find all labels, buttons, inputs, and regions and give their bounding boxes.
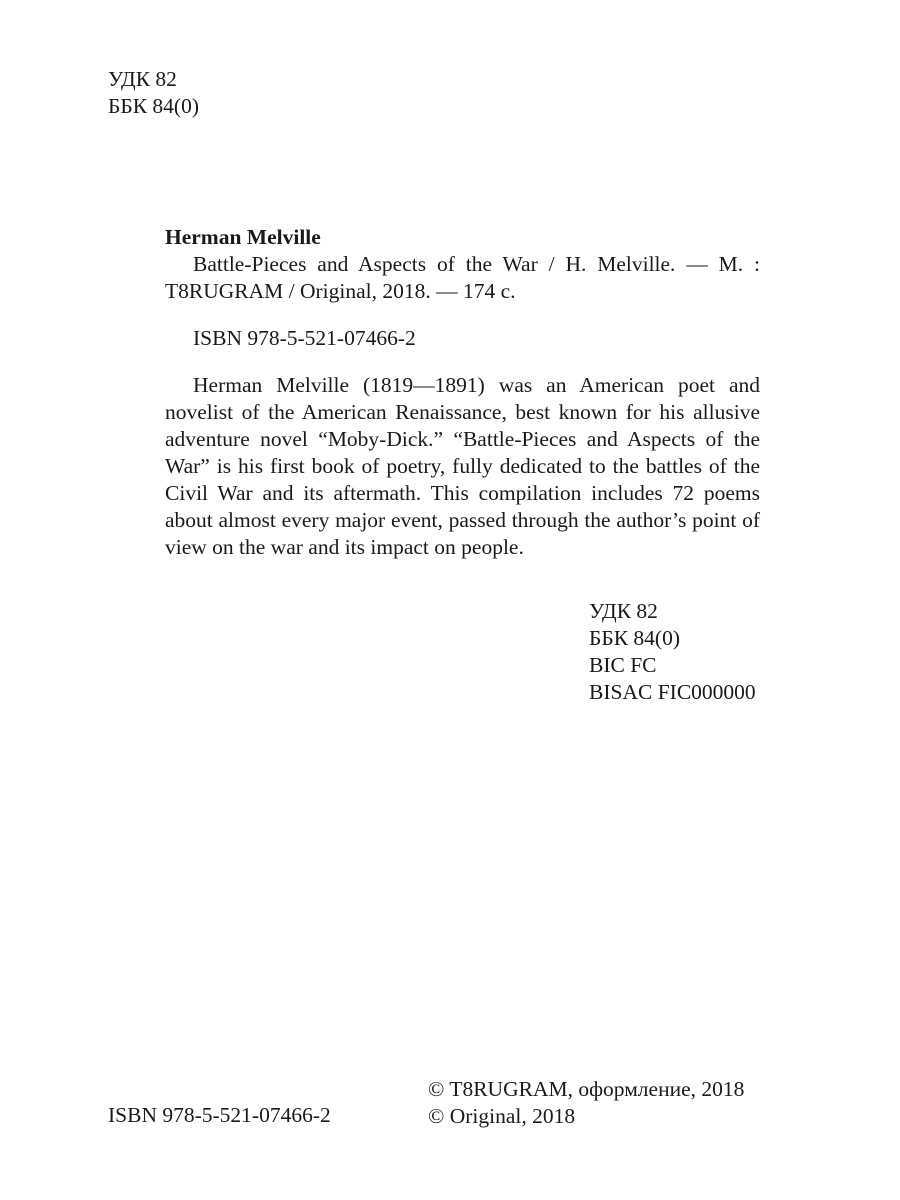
bbk-code: ББК 84(0) (589, 626, 680, 650)
classification-codes (589, 598, 756, 706)
entry-isbn: ISBN 978-5-521-07466-2 (193, 326, 416, 350)
book-abstract: Herman Melville (1819—1891) was an American poet and novelist of the American Renaissance, best known for his allusive adventure novel “Moby-Dick.” “Battle-Pieces and Aspects of the War” is his first book of poetry, fully dedicated to the battles of the Civil War and its aftermath. This compilation includes 72 poems about almost every major event, passed through the author’s point of view on the war and its impact on people. (165, 373, 760, 559)
bibliographic-line-2: T8RUGRAM / Original, 2018. — 174 c. (165, 279, 516, 303)
udk-code: УДК 82 (589, 599, 658, 623)
footer-isbn: ISBN 978-5-521-07466-2 (108, 1103, 331, 1127)
bibliographic-line-1: Battle-Pieces and Aspects of the War / H. Melville. — M. : (193, 252, 760, 276)
bic-code: BIC FC (589, 653, 657, 677)
author-name: Herman Melville (165, 225, 321, 249)
udk-code: УДК 82 (108, 67, 177, 91)
copyright-notices (428, 1076, 744, 1130)
catalog-entry (165, 224, 760, 561)
copyright-design: © T8RUGRAM, оформление, 2018 (428, 1077, 745, 1101)
bbk-code: ББК 84(0) (108, 94, 199, 118)
copyright-original: © Original, 2018 (428, 1104, 576, 1128)
top-classification-codes (108, 66, 199, 120)
bisac-code: BISAC FIC000000 (589, 680, 756, 704)
